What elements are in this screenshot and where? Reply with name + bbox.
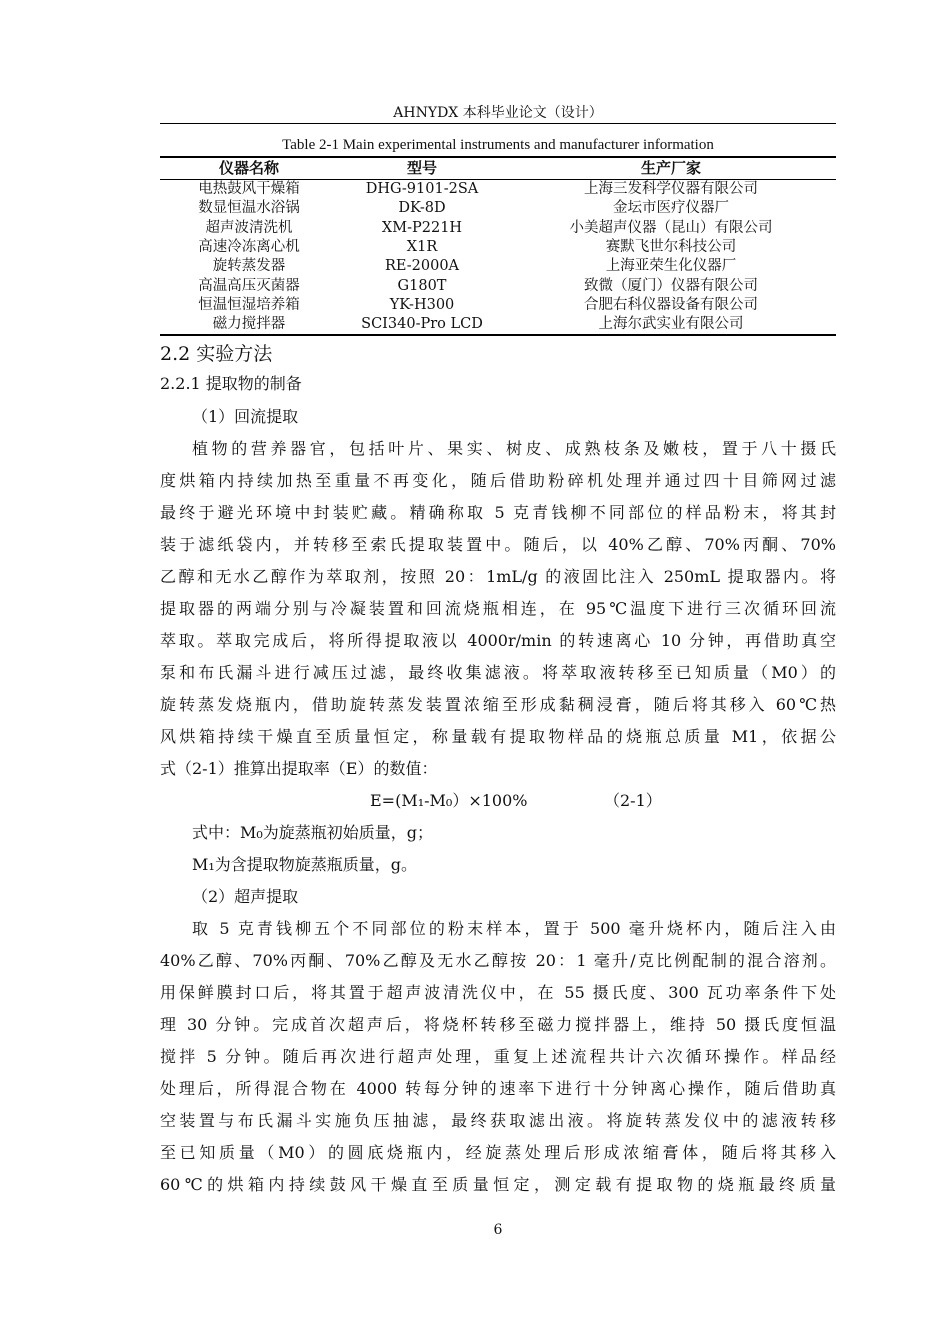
column-header-model: 型号: [406, 159, 437, 177]
subsection-heading: 2.2.1 提取物的制备: [160, 374, 302, 393]
paragraph-line: 40%乙醇、70%丙酮、70%乙醇及无水乙醇按 20：1 毫升/克比例配制的混合溶剂。: [160, 951, 836, 970]
header-rule: [160, 123, 836, 124]
paragraph-line: 风烘箱持续干燥直至质量恒定，称量载有提取物样品的烧瓶总质量 M1，依据公: [160, 727, 836, 746]
table-caption: Table 2-1 Main experimental instruments and manufacturer information: [282, 137, 714, 153]
running-header: AHNYDX 本科毕业论文（设计）: [393, 105, 603, 121]
page-number: 6: [493, 1222, 503, 1238]
manufacturer: 致微（厦门）仪器有限公司: [584, 277, 758, 294]
paragraph-line: 式（2-1）推算出提取率（E）的数值：: [160, 759, 438, 778]
paragraph-line: 60℃的烘箱内持续鼓风干燥直至质量恒定，测定载有提取物的烧瓶最终质量: [160, 1175, 836, 1194]
formula-extraction-rate: E=(M₁-M₀）×100%: [370, 791, 528, 810]
model-number: XM-P221H: [381, 219, 463, 236]
table-row: [160, 296, 836, 315]
paragraph-line: 搅拌 5 分钟。随后再次进行超声处理，重复上述流程共计六次循环操作。样品经: [160, 1047, 836, 1066]
model-number: SCI340-Pro LCD: [361, 316, 483, 333]
manufacturer: 赛默飞世尔科技公司: [605, 239, 737, 256]
model-number: YK-H300: [389, 296, 455, 313]
instrument-table: [160, 156, 836, 336]
item-heading-reflux: （1）回流提取: [192, 407, 299, 426]
model-number: X1R: [406, 239, 438, 256]
manufacturer: 小美超声仪器（昆山）有限公司: [569, 219, 773, 236]
instrument-name: 高速冷冻离心机: [198, 239, 300, 256]
model-number: RE-2000A: [384, 258, 460, 275]
formula-where-m0: 式中：M₀为旋蒸瓶初始质量，g；: [192, 823, 434, 842]
paragraph-line: 处理后，所得混合物在 4000 转每分钟的速率下进行十分钟离心操作，随后借助真: [160, 1079, 836, 1098]
paragraph-line: 泵和布氏漏斗进行减压过滤，最终收集滤液。将萃取液转移至已知质量（M0）的: [160, 663, 836, 682]
paragraph-line: 最终于避光环境中封装贮藏。精确称取 5 克青钱柳不同部位的样品粉末，将其封: [160, 503, 836, 522]
paragraph-line: 空装置与布氏漏斗实施负压抽滤，最终获取滤出液。将旋转蒸发仪中的滤液转移: [160, 1111, 836, 1130]
table-row: [160, 180, 836, 200]
manufacturer: 金坛市医疗仪器厂: [613, 200, 729, 217]
item-heading-ultrasonic: （2）超声提取: [192, 887, 299, 906]
manufacturer: 上海亚荣生化仪器厂: [605, 258, 737, 275]
paragraph-line: 旋转蒸发烧瓶内，借助旋转蒸发装置浓缩至形成黏稠浸膏，随后将其移入 60℃热: [160, 695, 836, 714]
table-row: [160, 219, 836, 238]
table-header-row: [160, 157, 836, 180]
paragraph-line: 用保鲜膜封口后，将其置于超声波清洗仪中，在 55 摄氏度、300 瓦功率条件下处: [160, 983, 836, 1002]
formula-number: （2-1）: [604, 791, 662, 810]
table-row: [160, 257, 836, 276]
paragraph-line: 萃取。萃取完成后，将所得提取液以 4000r/min 的转速离心 10 分钟，再借助真空: [160, 631, 836, 650]
paragraph-line: 装于滤纸袋内，并转移至索氏提取装置中。随后，以 40%乙醇、70%丙酮、70%: [160, 535, 836, 554]
column-header-manufacturer: 生产厂家: [640, 159, 701, 177]
instrument-name: 磁力搅拌器: [212, 316, 286, 333]
manufacturer: 上海尔武实业有限公司: [598, 316, 744, 333]
instrument-name: 旋转蒸发器: [212, 258, 286, 275]
manufacturer: 合肥右科仪器设备有限公司: [584, 296, 758, 313]
instrument-name: 高温高压灭菌器: [198, 277, 300, 294]
paragraph-line: 取 5 克青钱柳五个不同部位的粉末样本，置于 500 毫升烧杯内，随后注入由: [192, 919, 836, 938]
manufacturer: 上海三发科学仪器有限公司: [584, 181, 758, 198]
paragraph-line: 乙醇和无水乙醇作为萃取剂，按照 20：1mL/g 的液固比注入 250mL 提取器内。将: [160, 567, 836, 586]
instrument-name: 恒温恒湿培养箱: [198, 296, 300, 313]
model-number: G180T: [397, 277, 447, 294]
paragraph-line: 度烘箱内持续加热至重量不再变化，随后借助粉碎机处理并通过四十目筛网过滤: [160, 471, 836, 490]
table-row: [160, 238, 836, 257]
instrument-name: 超声波清洗机: [205, 219, 293, 236]
table-row: [160, 315, 836, 335]
model-number: DHG-9101-2SA: [365, 181, 479, 198]
formula-where-m1: M₁为含提取物旋蒸瓶质量，g。: [192, 855, 418, 874]
paragraph-line: 至已知质量（M0）的圆底烧瓶内，经旋蒸处理后形成浓缩膏体，随后将其移入: [160, 1143, 836, 1162]
instrument-name: 电热鼓风干燥箱: [198, 181, 300, 198]
paragraph-line: 理 30 分钟。完成首次超声后，将烧杯转移至磁力搅拌器上，维持 50 摄氏度恒温: [160, 1015, 836, 1034]
table-row: [160, 276, 836, 295]
model-number: DK-8D: [398, 200, 446, 217]
paragraph-line: 植物的营养器官，包括叶片、果实、树皮、成熟枝条及嫩枝，置于八十摄氏: [192, 439, 836, 458]
instrument-name: 数显恒温水浴锅: [198, 200, 300, 217]
column-header-instrument: 仪器名称: [218, 159, 279, 177]
table-row: [160, 199, 836, 218]
section-heading: 2.2 实验方法: [160, 343, 273, 365]
paragraph-line: 提取器的两端分别与冷凝装置和回流烧瓶相连，在 95℃温度下进行三次循环回流: [160, 599, 836, 618]
